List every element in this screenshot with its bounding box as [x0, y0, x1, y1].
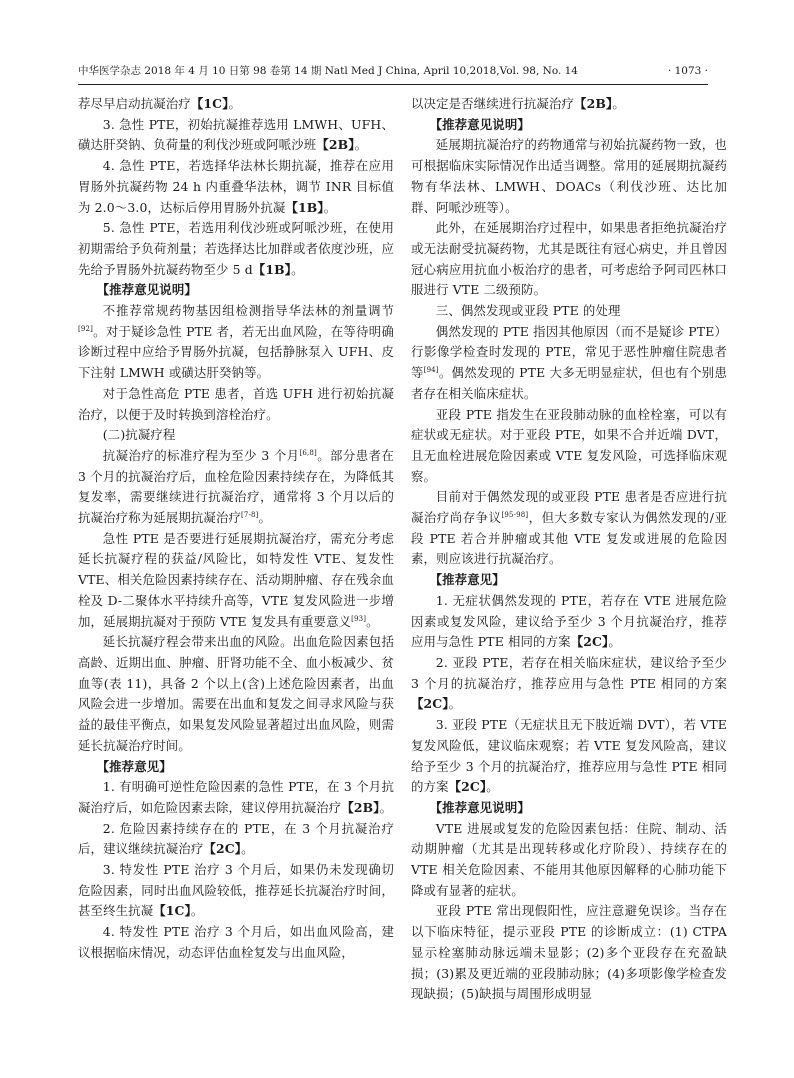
citation-ref: [95-98] [501, 510, 529, 519]
text-run: 亚段 PTE 常出现假阳性，应注意避免误诊。当存在以下临床特征，提示亚段 PTE 的诊断成立：(1) CTPA 显示栓塞肺动脉远端未显影；(2)多个亚段存在充盈缺损；(3)累及更近端的亚段肺动脉；(4)多项影像学检查发现缺损；(5)缺损与周围形成明显 [411, 903, 727, 1002]
text-run: 3. 特发性 PTE 治疗 3 个月后，如果仍未发现确切危险因素，同时出血风险较低，推荐延长抗凝治疗时间，甚至终生抗凝 [78, 862, 394, 919]
text-run: 【推荐意见】 [429, 572, 505, 588]
text-run: 4. 特发性 PTE 治疗 3 个月后，如出血风险高，建议根据临床情况，动态评估血栓复发与出血风险， [78, 924, 394, 960]
text-run: 延展期抗凝治疗的药物通常与初始抗凝药物一致，也可根据临床实际情况作出适当调整。常用的延展期抗凝药物有华法林、LMWH、DOACs（利伐沙班、达比加群、阿哌沙班等）。 [411, 137, 727, 215]
text-run: 1. 有明确可逆性危险因素的急性 PTE，在 3 个月抗凝治疗后，如危险因素去除，建议停用抗凝治疗 [78, 779, 394, 815]
citation-ref: [6,8] [299, 448, 317, 457]
text-run: 。 [486, 779, 499, 795]
paragraph [411, 715, 727, 798]
paragraph [78, 777, 394, 818]
paragraph [78, 384, 394, 425]
section-heading [78, 757, 394, 778]
text-run: 目前对于偶然发现的或亚段 PTE 患者是否应进行抗凝治疗尚存争议 [411, 489, 727, 526]
text-run: 对于急性高危 PTE 患者，首选 UFH 进行初始抗凝治疗，以便于及时转换到溶栓治疗。 [78, 385, 394, 422]
text-run: 【推荐意见说明】 [429, 116, 530, 132]
text-run: 3. 亚段 PTE（无症状且无下肢近端 DVT），若 VTE 复发风险低，建议临床观察；若 VTE 复发风险高，建议给予至少 3 个月的抗凝治疗，推荐应用与急性 PTE 相同的方案 [411, 717, 727, 795]
paragraph [78, 632, 394, 756]
text-run: 。 [291, 261, 304, 277]
subsection-title [411, 301, 727, 322]
text-run: 以决定是否继续进行抗凝治疗 [411, 96, 575, 111]
text-run: 5. 急性 PTE，若选用利伐沙班或阿哌沙班，在使用初期需给予负荷剂量；若选择达比加群或者依度沙班，应先给予胃肠外抗凝药物至少 5 d [78, 220, 394, 277]
paragraph [411, 591, 727, 653]
text-run: 。 [241, 841, 254, 857]
text-run: 。 [258, 510, 272, 526]
citation-ref: [7-8] [241, 510, 259, 519]
paragraph [411, 653, 727, 715]
text-run: 。 [354, 137, 368, 153]
left-column [78, 94, 394, 964]
evidence-grade: 【2C】 [448, 779, 487, 795]
text-run: 。 [228, 96, 242, 111]
text-run: 不推荐常规药物基因组检测指导华法林的剂量调节 [102, 303, 394, 319]
paragraph [78, 94, 394, 115]
paragraph [78, 819, 394, 860]
evidence-grade: 【1B】 [252, 261, 292, 277]
running-header [78, 64, 708, 85]
text-run: 【推荐意见说明】 [429, 799, 530, 815]
evidence-grade: 【2B】 [574, 96, 613, 111]
text-run: 。 [366, 613, 379, 629]
text-run: 抗凝治疗的标准疗程为至少 3 个月 [102, 447, 300, 463]
paragraph [78, 218, 394, 280]
evidence-grade: 【2C】 [411, 696, 449, 712]
paragraph [78, 115, 394, 156]
text-run: ，但大多数专家认为偶然发现的/亚段 PTE 若合并肿瘤或其他 VTE 复发或进展的危险因素，则应该进行抗凝治疗。 [411, 510, 727, 567]
paragraph [78, 301, 394, 384]
citation-ref: [93] [351, 614, 367, 623]
text-run: 亚段 PTE 指发生在亚段肺动脉的血栓栓塞，可以有症状或无症状。对于亚段 PTE，如果不合并近端 DVT，且无血栓进展危险因素或 VTE 复发风险，可选择临床观察。 [411, 406, 727, 484]
evidence-grade: 【2B】 [341, 799, 380, 815]
text-run: 。偶然发现的 PTE 大多无明显症状，但也有个别患者存在相关临床症状。 [411, 365, 727, 401]
journal-citation: 中华医学杂志 2018 年 4 月 10 日第 98 卷第 14 期 Natl Med J China, April 10,2018,Vol. 98, No. 14 [78, 65, 578, 77]
text-run: 延长抗凝疗程会带来出血的风险。出血危险因素包括高龄、近期出血、肿瘤、肝肾功能不全、血小板减少、贫血等(表 11)，具备 2 个以上(含)上述危险因素者，出血风险会进一步增加。需要在出血和复发之间寻求风险与获益的最佳平衡点，如果复发风险显著超过出血风险，则需延长抗凝治疗时间。 [78, 634, 394, 753]
page-number: · 1073 · [667, 65, 708, 77]
paragraph [78, 156, 394, 218]
text-run: 【推荐意见】 [96, 758, 172, 774]
subsection-title [78, 425, 394, 446]
citation-ref: [92] [78, 324, 93, 333]
right-column [411, 94, 727, 1005]
evidence-grade: 【2C】 [203, 841, 242, 857]
evidence-grade: 【1C】 [190, 96, 229, 111]
text-run: 此外，在延展期治疗过程中，如果患者拒绝抗凝治疗或无法耐受抗凝药物，尤其是既往有冠心病史，并且曾因冠心病应用抗血小板治疗的患者，可考虑给予阿司匹林口服进行 VTE 二级预防。 [411, 220, 727, 298]
text-run: VTE 进展或复发的危险因素包括：住院、制动、活动期肿瘤（尤其是出现转移或化疗阶段）、持续存在的 VTE 相关危险因素、不能用其他原因解释的心肺功能下降或有显著的症状。 [411, 820, 727, 898]
paragraph [411, 819, 727, 902]
text-run: 三、偶然发现或亚段 PTE 的处理 [435, 303, 621, 319]
paragraph [411, 94, 727, 115]
text-run: 。部分患者在 3 个月的抗凝治疗后，血栓危险因素持续存在，为降低其复发率，需要继续进行抗凝治疗，通常将 3 个月以后的抗凝治疗称为延展期抗凝治疗 [78, 447, 394, 526]
text-run: 荐尽早启动抗凝治疗 [78, 96, 191, 111]
text-run: 偶然发现的 PTE 指因其他原因（而不是疑诊 PTE）行影像学检查时发现的 PTE，常见于恶性肿瘤住院患者等 [411, 323, 727, 381]
paragraph [78, 922, 394, 963]
evidence-grade: 【1B】 [285, 199, 324, 215]
text-run: 。 [323, 199, 337, 215]
text-run: 。 [190, 903, 204, 919]
paragraph [78, 529, 394, 633]
citation-ref: [94] [423, 366, 439, 375]
text-run: 【推荐意见说明】 [96, 282, 197, 298]
evidence-grade: 【2B】 [316, 137, 355, 153]
paragraph [411, 405, 727, 488]
text-run: (二)抗凝疗程 [102, 427, 176, 443]
paragraph [411, 487, 727, 570]
section-heading [78, 280, 394, 301]
section-heading [411, 570, 727, 591]
text-run: 2. 亚段 PTE，若存在相关临床症状，建议给予至少 3 个月的抗凝治疗，推荐应用与急性 PTE 相同的方案 [411, 654, 727, 691]
text-run: 3. 急性 PTE，初始抗凝推荐选用 LMWH、UFH、磺达肝癸钠、负荷量的利伐沙班或阿哌沙班 [78, 116, 394, 153]
paragraph [78, 446, 394, 529]
paragraph [411, 218, 727, 301]
text-run: 。 [608, 634, 621, 650]
paragraph [411, 135, 727, 218]
text-run: 急性 PTE 是否要进行延展期抗凝治疗，需充分考虑延长抗凝疗程的获益/风险比，如特发性 VTE、复发性 VTE、相关危险因素持续存在、活动期肿瘤、存在残余血栓及 D-二聚体水平持续升高等，VTE 复发风险进一步增加，延展期抗凝对于预防 VTE 复发具有重要意义 [78, 530, 394, 629]
section-heading [411, 798, 727, 819]
text-run: 4. 急性 PTE，若选择华法林长期抗凝，推荐在应用胃肠外抗凝药物 24 h 内重叠华法林，调节 INR 目标值为 2.0～3.0，达标后停用胃肠外抗凝 [78, 158, 394, 215]
text-run: 。 [448, 696, 462, 712]
paragraph [411, 322, 727, 405]
evidence-grade: 【2C】 [570, 634, 609, 650]
paragraph [78, 860, 394, 922]
text-run: 。 [379, 799, 393, 815]
section-heading [411, 115, 727, 136]
evidence-grade: 【1C】 [153, 903, 191, 919]
paragraph [411, 901, 727, 1005]
text-run: 。 [612, 96, 625, 111]
text-run: 。对于疑诊急性 PTE 者，若无出血风险，在等待明确诊断过程中应给予胃肠外抗凝，包括静脉泵入 UFH、皮下注射 LMWH 或磺达肝癸钠等。 [78, 323, 394, 381]
text-run: 2. 危险因素持续存在的 PTE，在 3 个月抗凝治疗后，建议继续抗凝治疗 [78, 820, 394, 857]
text-run: 1. 无症状偶然发现的 PTE，若存在 VTE 进展危险因素或复发风险，建议给予至少 3 个月抗凝治疗，推荐应用与急性 PTE 相同的方案 [411, 592, 727, 650]
